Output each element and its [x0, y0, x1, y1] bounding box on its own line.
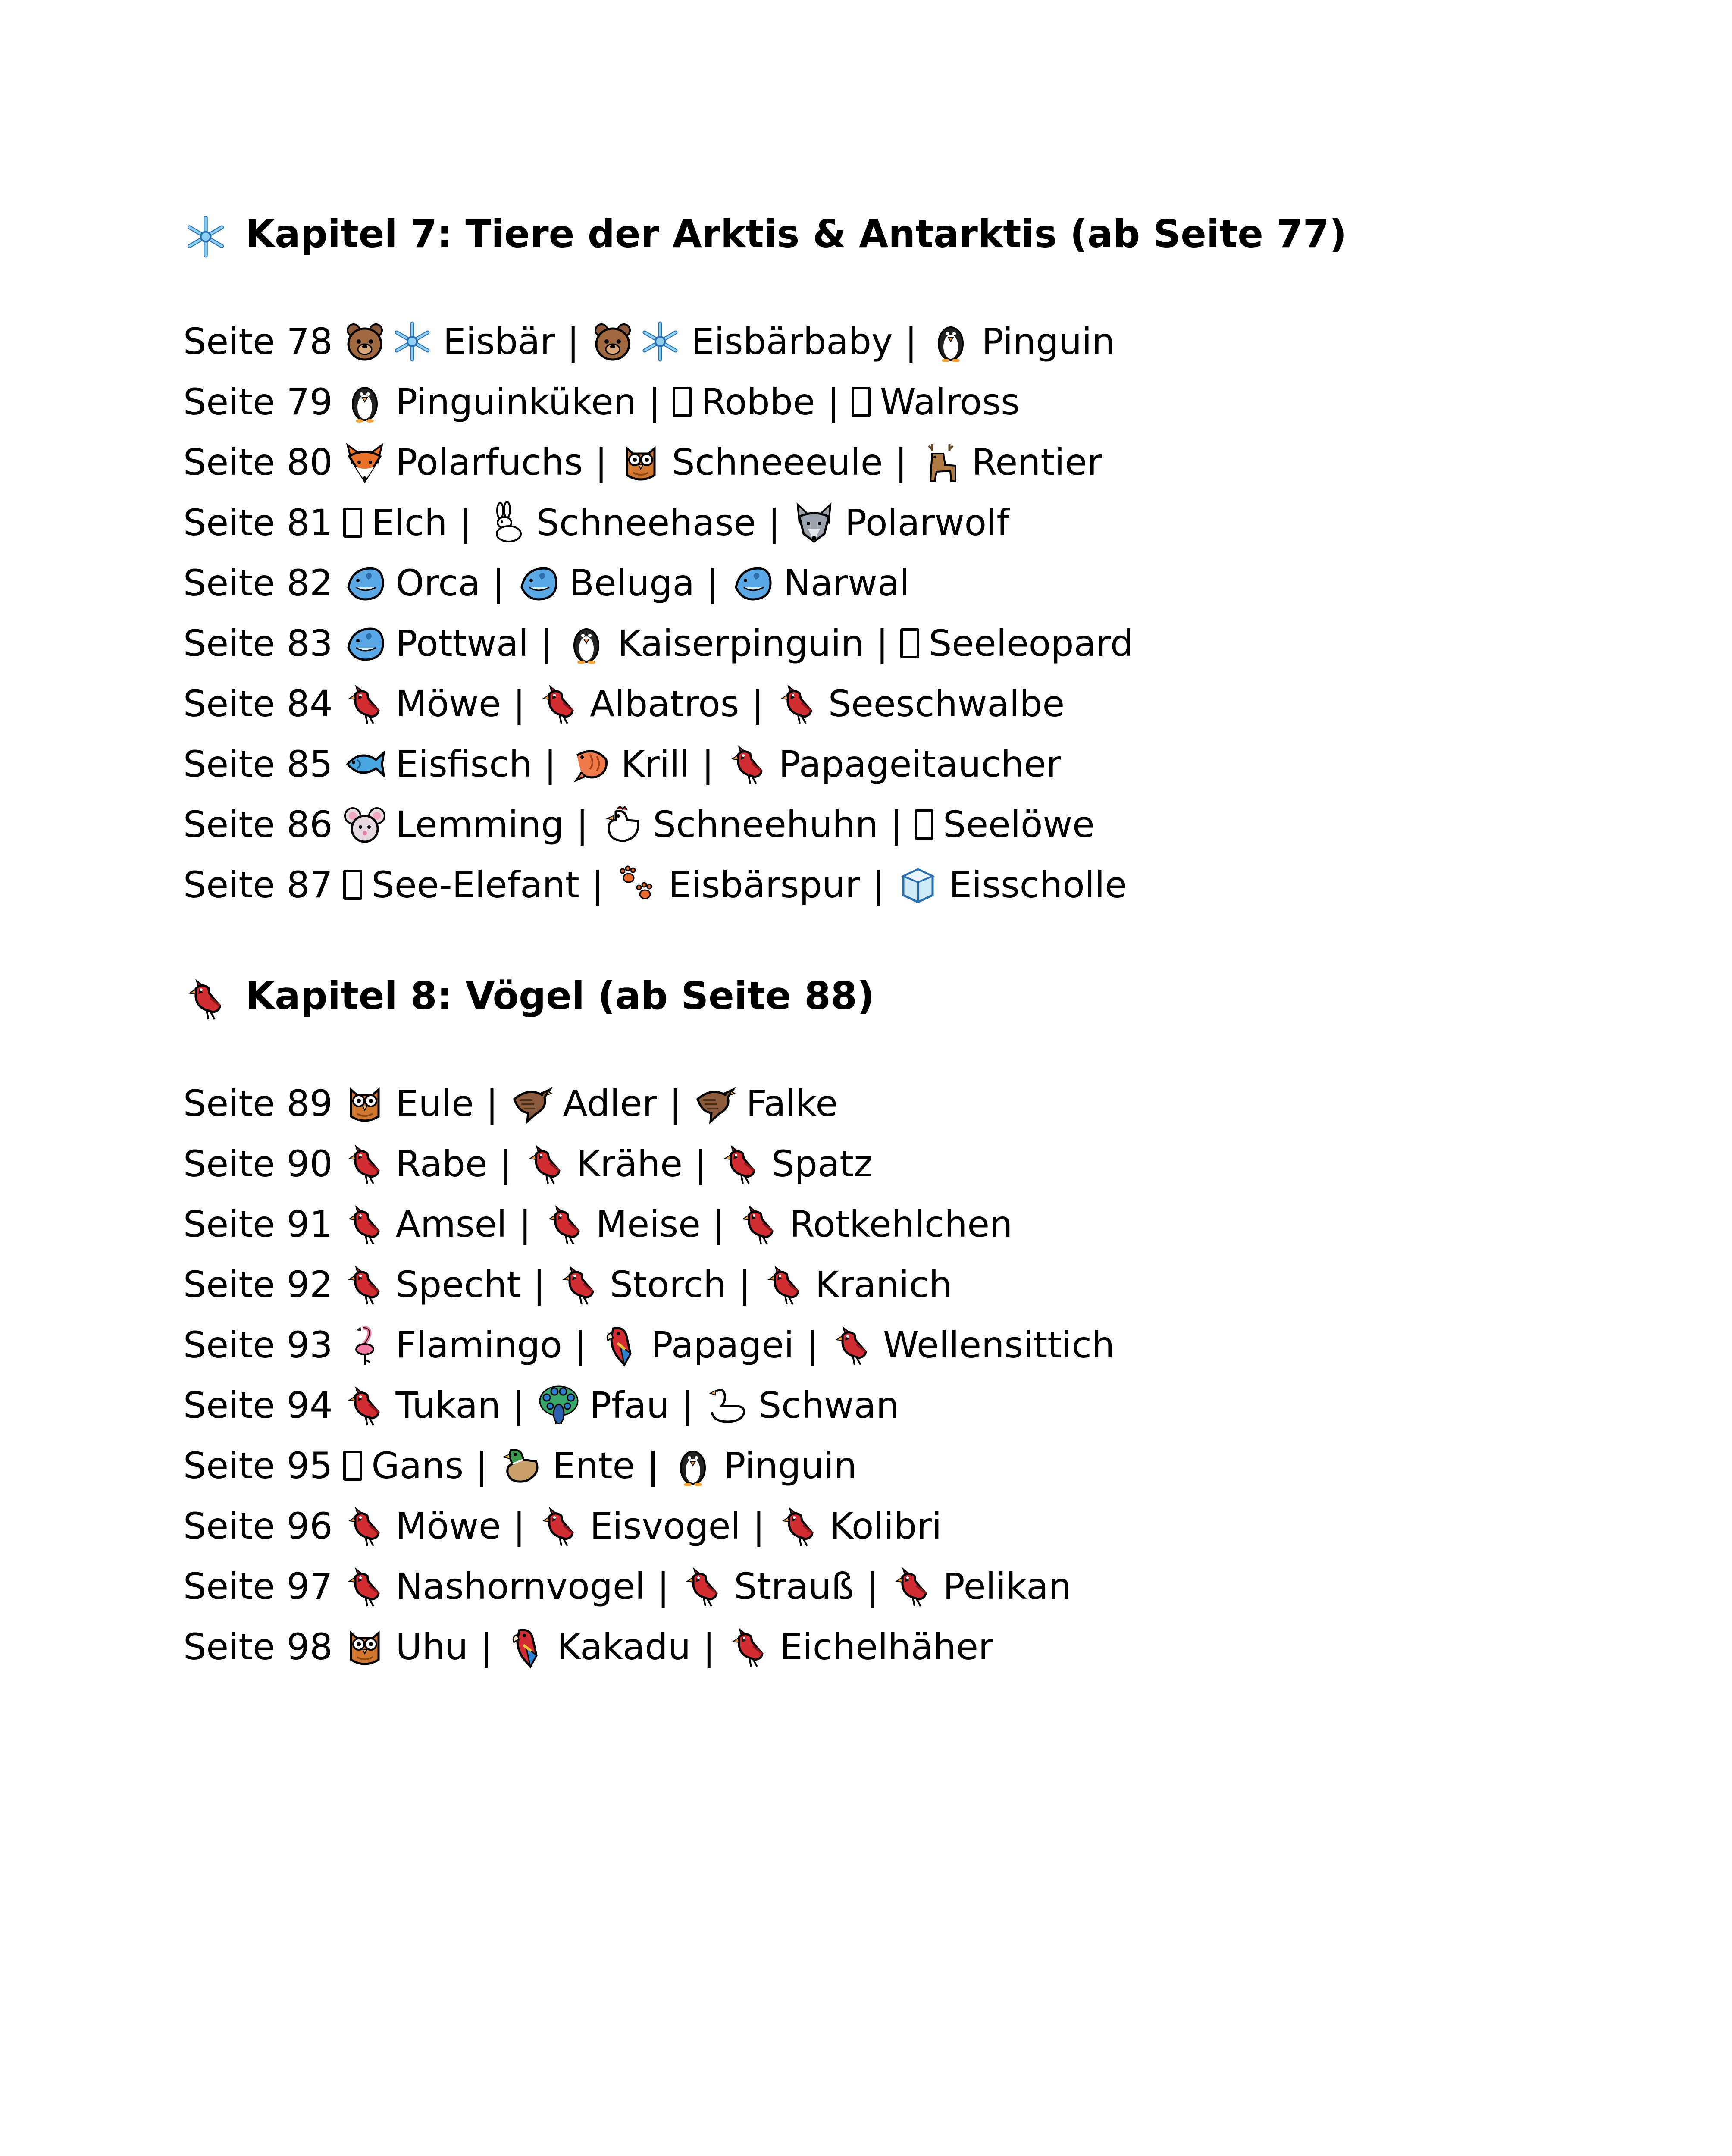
page-number: Seite 90	[183, 1143, 333, 1185]
page-number: Seite 84	[183, 683, 333, 725]
index-row	[183, 1617, 1115, 1677]
wolf-icon	[792, 501, 836, 544]
separator: |	[752, 1505, 765, 1547]
mouse-icon	[343, 803, 386, 846]
bird-icon	[343, 1504, 386, 1548]
separator: |	[480, 1626, 492, 1668]
animal-name: Ente	[552, 1445, 635, 1487]
rabbit-icon	[484, 501, 527, 544]
animal-name: Beluga	[569, 562, 695, 604]
animal-name: Schwan	[758, 1384, 899, 1426]
bird-icon	[524, 1142, 567, 1185]
bird-icon	[719, 1142, 762, 1185]
bird-icon	[726, 743, 769, 786]
bear-snowflake-icon	[343, 320, 434, 363]
separator: |	[576, 803, 589, 846]
index-row	[183, 1556, 1115, 1617]
separator: |	[567, 320, 579, 363]
owl-icon	[343, 1082, 386, 1125]
animal-name: Lemming	[395, 803, 564, 846]
separator: |	[492, 562, 505, 604]
bird-icon	[343, 1203, 386, 1246]
animal-name: Schneehuhn	[653, 803, 878, 846]
duck-icon	[500, 1444, 543, 1487]
animal-name: Nashornvogel	[395, 1565, 645, 1608]
separator: |	[513, 1384, 525, 1426]
separator: |	[703, 1626, 715, 1668]
index-row	[183, 492, 1133, 553]
separator: |	[707, 562, 719, 604]
index-row	[183, 1254, 1115, 1315]
separator: |	[806, 1324, 818, 1366]
bird-icon	[343, 1263, 386, 1306]
page-number: Seite 98	[183, 1626, 333, 1668]
chapter-7-list	[183, 311, 1133, 915]
page-number: Seite 80	[183, 441, 333, 483]
animal-name: Möwe	[395, 683, 501, 725]
animal-name: Krill	[621, 743, 690, 785]
animal-name: Schneeeule	[672, 441, 883, 483]
eagle-icon	[510, 1082, 553, 1125]
bear-snowflake-icon	[591, 320, 682, 363]
animal-name: Polarfuchs	[395, 441, 583, 483]
separator: |	[866, 1565, 879, 1608]
index-row	[183, 794, 1133, 855]
animal-name: Papagei	[651, 1324, 794, 1366]
separator: |	[540, 622, 553, 664]
missing-glyph-icon	[673, 387, 692, 417]
index-row	[183, 1496, 1115, 1556]
animal-name: Eisbärspur	[668, 864, 860, 906]
animal-name: Pinguin	[982, 320, 1115, 363]
animal-name: Seeschwalbe	[828, 683, 1065, 725]
animal-name: Seelöwe	[943, 803, 1095, 846]
index-row	[183, 855, 1133, 915]
bird-icon	[830, 1323, 874, 1366]
page-number: Seite 87	[183, 864, 333, 906]
animal-name: Spatz	[771, 1143, 873, 1185]
owl-icon	[619, 441, 662, 484]
animal-name: Walross	[880, 381, 1020, 423]
animal-name: Adler	[563, 1082, 658, 1125]
penguin-icon	[929, 320, 972, 363]
separator: |	[647, 1445, 659, 1487]
separator: |	[827, 381, 839, 423]
dolphin-icon	[343, 622, 386, 665]
dolphin-icon	[517, 561, 560, 605]
animal-name: Polarwolf	[845, 501, 1009, 544]
page-number: Seite 81	[183, 501, 333, 544]
chapter-8-title-text: Kapitel 8: Vögel (ab Seite 88)	[245, 974, 875, 1018]
animal-name: Flamingo	[395, 1324, 562, 1366]
animal-name: Kolibri	[830, 1505, 942, 1547]
separator: |	[872, 864, 884, 906]
bird-icon	[763, 1263, 806, 1306]
animal-name: Eisbärbaby	[691, 320, 893, 363]
separator: |	[702, 743, 714, 785]
animal-name: Narwal	[783, 562, 910, 604]
bird-icon	[543, 1203, 586, 1246]
separator: |	[595, 441, 608, 483]
separator: |	[499, 1143, 512, 1185]
page-number: Seite 86	[183, 803, 333, 846]
separator: |	[485, 1082, 498, 1125]
animal-name: Seeleopard	[929, 622, 1134, 664]
animal-name: Wellensittich	[883, 1324, 1115, 1366]
animal-name: Orca	[395, 562, 481, 604]
index-row	[183, 553, 1133, 613]
bird-icon	[183, 976, 228, 1021]
animal-name: Eisbär	[443, 320, 555, 363]
animal-name: Möwe	[395, 1505, 501, 1547]
index-row	[183, 734, 1133, 794]
page-number: Seite 97	[183, 1565, 333, 1608]
animal-name: Falke	[746, 1082, 838, 1125]
animal-name: Amsel	[395, 1203, 507, 1245]
missing-glyph-icon	[343, 870, 362, 900]
animal-name: Eisscholle	[949, 864, 1127, 906]
animal-name: Rabe	[395, 1143, 488, 1185]
page-number: Seite 91	[183, 1203, 333, 1245]
index-row	[183, 1194, 1115, 1254]
bird-icon	[777, 1504, 820, 1548]
separator: |	[648, 381, 661, 423]
separator: |	[768, 501, 780, 544]
index-row	[183, 613, 1133, 674]
separator: |	[712, 1203, 725, 1245]
animal-name: Uhu	[395, 1626, 468, 1668]
separator: |	[751, 683, 764, 725]
animal-name: Pfau	[589, 1384, 670, 1426]
animal-name: Eisvogel	[590, 1505, 741, 1547]
page-number: Seite 83	[183, 622, 333, 664]
swan-icon	[706, 1384, 749, 1427]
page-number: Seite 96	[183, 1505, 333, 1547]
chapter-8-list	[183, 1073, 1115, 1677]
bird-icon	[890, 1565, 933, 1608]
missing-glyph-icon	[915, 809, 933, 840]
animal-name: Gans	[371, 1445, 464, 1487]
animal-name: Strauß	[734, 1565, 854, 1608]
fish-icon	[343, 743, 386, 786]
chapter-7-title-text: Kapitel 7: Tiere der Arktis & Antarktis (ab Seite 77)	[245, 212, 1347, 256]
separator: |	[574, 1324, 587, 1366]
animal-name: Eichelhäher	[780, 1626, 993, 1668]
missing-glyph-icon	[852, 387, 871, 417]
separator: |	[476, 1445, 488, 1487]
separator: |	[591, 864, 604, 906]
penguin-icon	[343, 380, 386, 423]
animal-name: Robbe	[701, 381, 815, 423]
index-row	[183, 1073, 1115, 1134]
animal-name: Storch	[610, 1263, 727, 1306]
missing-glyph-icon	[900, 628, 919, 658]
animal-name: Rotkehlchen	[789, 1203, 1013, 1245]
separator: |	[681, 1384, 694, 1426]
peacock-icon	[537, 1384, 580, 1427]
index-row	[183, 372, 1133, 432]
animal-name: Kranich	[815, 1263, 952, 1306]
animal-name: Meise	[595, 1203, 701, 1245]
bird-icon	[776, 682, 819, 725]
bird-icon	[737, 1203, 780, 1246]
animal-name: Kaiserpinguin	[617, 622, 864, 664]
animal-name: Papageitaucher	[779, 743, 1061, 785]
deer-icon	[919, 441, 962, 484]
owl-icon	[343, 1625, 386, 1668]
shrimp-icon	[568, 743, 611, 786]
page-number: Seite 92	[183, 1263, 333, 1306]
animal-name: Tukan	[395, 1384, 501, 1426]
penguin-icon	[671, 1444, 714, 1487]
missing-glyph-icon	[343, 508, 362, 538]
separator: |	[513, 1505, 526, 1547]
animal-name: Specht	[395, 1263, 521, 1306]
page-number: Seite 79	[183, 381, 333, 423]
separator: |	[694, 1143, 707, 1185]
separator: |	[519, 1203, 531, 1245]
missing-glyph-icon	[343, 1451, 362, 1481]
animal-name: Albatros	[590, 683, 739, 725]
animal-name: See-Elefant	[371, 864, 579, 906]
index-row	[183, 1435, 1115, 1496]
page-number: Seite 89	[183, 1082, 333, 1125]
dolphin-icon	[343, 561, 386, 605]
index-row	[183, 311, 1133, 372]
separator: |	[905, 320, 918, 363]
flamingo-icon	[343, 1323, 386, 1366]
penguin-icon	[565, 622, 608, 665]
ice-cube-icon	[896, 863, 940, 906]
parrot-icon	[504, 1625, 548, 1668]
animal-name: Eule	[395, 1082, 474, 1125]
bird-icon	[557, 1263, 601, 1306]
index-row	[183, 1315, 1115, 1375]
page-number: Seite 82	[183, 562, 333, 604]
separator: |	[513, 683, 526, 725]
page-number: Seite 78	[183, 320, 333, 363]
paw-prints-icon	[616, 863, 659, 906]
chapter-7-title	[183, 206, 1347, 262]
bird-icon	[537, 1504, 580, 1548]
bird-icon	[343, 1384, 386, 1427]
animal-name: Pottwal	[395, 622, 529, 664]
page-number: Seite 94	[183, 1384, 333, 1426]
fox-icon	[343, 441, 386, 484]
parrot-icon	[598, 1323, 642, 1366]
bird-icon	[343, 1142, 386, 1185]
separator: |	[669, 1082, 682, 1125]
index-row	[183, 1375, 1115, 1435]
animal-name: Eisfisch	[395, 743, 532, 785]
page-number: Seite 85	[183, 743, 333, 785]
index-row	[183, 432, 1133, 492]
dolphin-icon	[731, 561, 774, 605]
separator: |	[657, 1565, 670, 1608]
separator: |	[876, 622, 889, 664]
animal-name: Pinguinküken	[395, 381, 636, 423]
separator: |	[544, 743, 557, 785]
eagle-icon	[693, 1082, 736, 1125]
index-row	[183, 1134, 1115, 1194]
animal-name: Kakadu	[557, 1626, 691, 1668]
bird-icon	[537, 682, 580, 725]
separator: |	[459, 501, 472, 544]
chapter-8-title	[183, 968, 874, 1024]
bird-icon	[727, 1625, 770, 1668]
animal-name: Rentier	[971, 441, 1102, 483]
page-number: Seite 95	[183, 1445, 333, 1487]
animal-name: Krähe	[576, 1143, 683, 1185]
separator: |	[738, 1263, 751, 1306]
animal-name: Pinguin	[723, 1445, 857, 1487]
page-number: Seite 93	[183, 1324, 333, 1366]
animal-name: Schneehase	[536, 501, 756, 544]
animal-name: Pelikan	[943, 1565, 1071, 1608]
chicken-icon	[600, 803, 643, 846]
separator: |	[895, 441, 907, 483]
bird-icon	[343, 682, 386, 725]
bird-icon	[343, 1565, 386, 1608]
separator: |	[533, 1263, 545, 1306]
separator: |	[890, 803, 903, 846]
snowflake-icon	[183, 214, 228, 259]
bird-icon	[681, 1565, 724, 1608]
index-row	[183, 674, 1133, 734]
animal-name: Elch	[371, 501, 448, 544]
